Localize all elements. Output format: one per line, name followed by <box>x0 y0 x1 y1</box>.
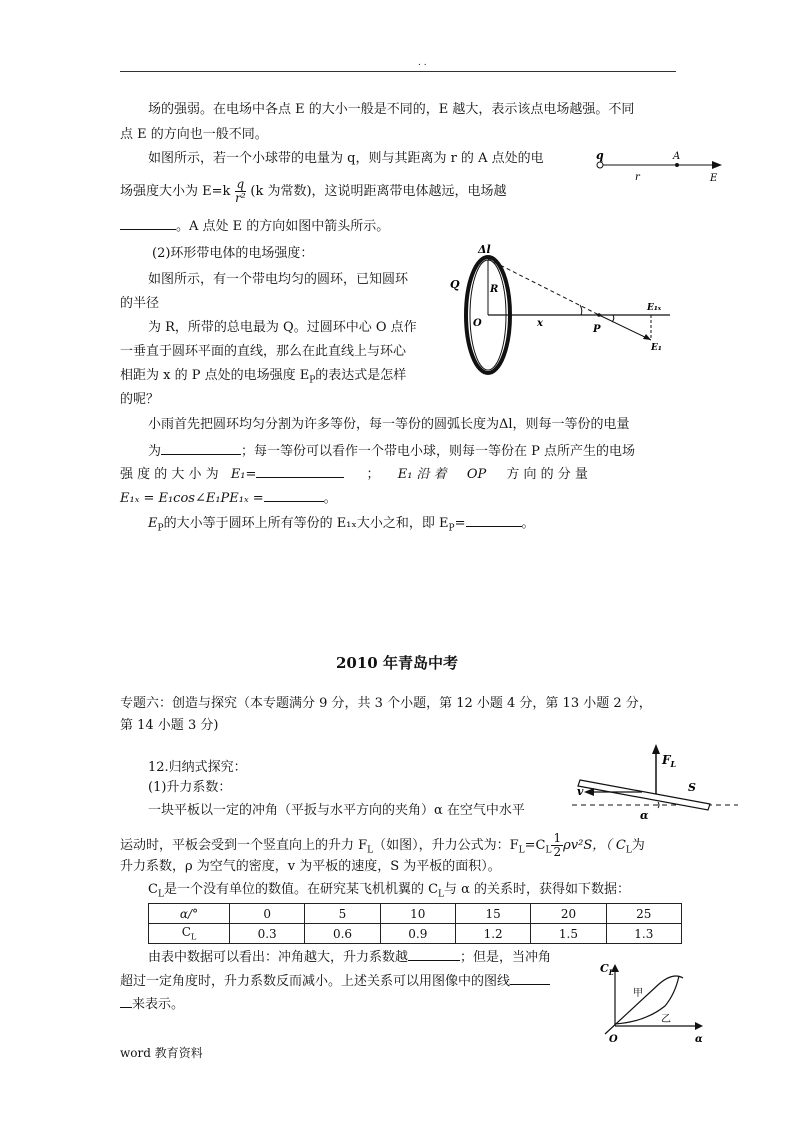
q12-text-4-sub2: L <box>438 889 445 900</box>
table-cell: 0.6 <box>305 924 380 944</box>
q12-text-2-d: ρv²S，（ C <box>563 838 626 853</box>
figure-lift-plate <box>572 742 738 834</box>
sec2-line-11 <box>148 512 535 539</box>
sec2-line-11-b: 的大小等于圆环上所有等份的 E₁ₓ大小之和，即 E <box>163 516 449 531</box>
table-cell: 0.3 <box>230 924 305 944</box>
sec2-line-4: 一垂直于圆环平面的直线，那么在此直线上与环心 <box>120 344 407 359</box>
q12-text-2-sub: L <box>367 845 374 856</box>
q12-text-4-c: 与 α 的关系时，获得如下数据： <box>444 882 631 897</box>
blank-field-EP[interactable] <box>466 512 522 527</box>
table-cell: 1.5 <box>531 924 606 944</box>
q12-text-3: 升力系数，ρ 为空气的密度，v 为平板的速度，S 为平板的面积）。 <box>120 859 501 874</box>
table-cell: 5 <box>305 904 380 924</box>
q12-text-2-b: （如图），升力公式为：F <box>373 838 519 853</box>
sec2-line-6: 的呢？ <box>120 392 160 407</box>
sec2-line-5-sub: P <box>309 375 316 386</box>
fig2-E1x-label: E₁ₓ <box>647 303 662 313</box>
q12-text-2-sub2: L <box>518 845 525 856</box>
sec2-line-8-a: 为 <box>148 444 162 459</box>
frac-num: q <box>236 177 245 191</box>
header-dots: . . <box>418 58 427 68</box>
q12-text-6 <box>120 970 550 992</box>
q12-text-2-e: 为 <box>631 838 645 853</box>
q12-text-2-sub4: L <box>625 845 632 856</box>
q12-text-4-sub: L <box>157 889 164 900</box>
fraction-one-half <box>551 832 563 859</box>
para-4-b: (k 为常数)，这说明距离带电体越远，电场越 <box>250 184 507 199</box>
table-cell: 25 <box>606 904 681 924</box>
table-row <box>149 904 682 924</box>
figure-cl-graph <box>595 958 707 1048</box>
q12-text-5-b: ；但是，当冲角 <box>460 950 552 965</box>
sec2-line-10-formula: E₁ₓ = E₁cos∠E₁PE₁ₓ = <box>120 491 264 506</box>
sec2-line-9-f: 方 向 的 分 量 <box>506 467 588 482</box>
fig2-dl-label: Δl <box>478 243 491 256</box>
exam-section-line-2: 第 14 小题 3 分) <box>120 718 219 733</box>
table-cell: 1.2 <box>455 924 530 944</box>
sec2-heading: (2)环形带电体的电场强度： <box>152 246 314 261</box>
table-cell: 20 <box>531 904 606 924</box>
q12-text-5-a: 由表中数据可以看出：冲角越大，升力系数越 <box>148 950 409 965</box>
sec2-line-11-sub: P <box>157 523 164 534</box>
fig1-q-label: q <box>596 149 604 162</box>
fig3-alpha-label: α <box>640 809 649 822</box>
sec2-line-11-sub2: P <box>448 523 455 534</box>
para-4-a: 场强度大小为 E=k <box>120 184 231 199</box>
blank-field-charge[interactable] <box>161 440 241 455</box>
fig4-yi-label: 乙 <box>661 1014 671 1025</box>
table-row <box>149 924 682 944</box>
sec2-line-3: 为 R，所带的总电最为 Q。过圆环中心 O 点作 <box>148 320 417 335</box>
lift-coefficient-table <box>148 903 682 944</box>
q12-text-4-b: 是一个没有单位的数值。在研究某飞机机翼的 C <box>163 882 439 897</box>
fig2-E1-label: E₁ <box>651 343 662 353</box>
blank-field-1[interactable] <box>120 215 176 230</box>
fig2-R-label: R <box>490 284 499 295</box>
blank-field-curve-cont[interactable] <box>120 993 132 1008</box>
fig1-r-label: r <box>635 172 640 183</box>
sec2-line-9-b: E₁= <box>230 467 257 482</box>
blank-field-curve[interactable] <box>510 970 550 985</box>
fig4-O-label: O <box>609 1034 618 1045</box>
header-rule <box>120 71 676 72</box>
table-cell: 0.9 <box>380 924 455 944</box>
fig2-O-label: O <box>473 318 482 329</box>
sec2-line-11-c: = <box>454 516 466 531</box>
figure-charged-ring <box>445 240 675 390</box>
table-cell: 1.3 <box>606 924 681 944</box>
q12-sub-heading: (1)升力系数： <box>148 780 232 795</box>
sec2-line-8 <box>148 440 635 462</box>
q12-text-2-sub3: L <box>545 845 552 856</box>
sec2-line-7: 小雨首先把圆环均匀分割为许多等份，每一等份的圆弧长度为Δl，则每一等份的电量 <box>148 417 630 432</box>
fig4-alpha-label: α <box>695 1034 703 1045</box>
q12-text-2-c: =C <box>524 838 546 853</box>
blank-field-cl[interactable] <box>408 946 460 961</box>
fig1-A-label: A <box>673 151 681 162</box>
sec2-line-5 <box>120 366 406 391</box>
para-5 <box>120 215 389 237</box>
para-5-text: 。A 点处 E 的方向如图中箭头所示。 <box>176 219 390 234</box>
para-3: 如图所示，若一个小球带的电量为 q，则与其距离为 r 的 A 点处的电 <box>148 151 544 166</box>
half-den: 2 <box>553 845 562 859</box>
frac-den: r² <box>235 191 246 205</box>
exam-title: 2010 年青岛中考 <box>336 654 458 672</box>
fig3-FL-label: $F_L$ <box>662 753 677 769</box>
sec2-line-9 <box>120 463 674 485</box>
exam-section-line-1: 专题六：创造与探究（本专题满分 9 分，共 3 个小题，第 12 小题 4 分，第 13 小题 2 分， <box>120 696 652 711</box>
fig4-jia-label: 甲 <box>633 988 643 999</box>
half-num: 1 <box>553 831 562 845</box>
sec2-line-5-a: 相距为 x 的 P 点处的电场强度 E <box>120 368 310 383</box>
fig2-Q-label: Q <box>450 278 460 291</box>
fig3-S-label: S <box>688 781 696 794</box>
para-4 <box>120 178 507 205</box>
sec2-line-5-b: 的表达式是怎样 <box>315 368 407 383</box>
fig2-x-label: x <box>537 318 543 329</box>
table-header-cl: $C_L$ <box>149 924 230 944</box>
fig1-E-label: E <box>710 173 718 184</box>
sec2-line-1: 如图所示，有一个带电均匀的圆环，已知圆环 <box>148 272 409 287</box>
fig3-v-label: v <box>577 785 584 798</box>
blank-field-E1[interactable] <box>256 463 344 478</box>
table-cell: 0 <box>230 904 305 924</box>
q12-text-6-a: 超过一定角度时，升力系数反而减小。上述关系可以用图像中的图线 <box>120 974 511 989</box>
fig4-CL-label: $C_L$ <box>600 962 614 977</box>
q12-text-5 <box>148 946 551 968</box>
sec2-line-11-end: 。 <box>521 516 535 531</box>
sec2-line-8-b: ；每一等份可以看作一个带电小球，则每一等份在 P 点所产生的电场 <box>241 444 636 459</box>
sec2-line-2: 的半径 <box>120 296 160 311</box>
para-2: 点 E 的方向也一般不同。 <box>120 127 268 142</box>
q12-text-2-a: 运动时，平板会受到一个竖直向上的升力 F <box>120 838 368 853</box>
q12-text-4 <box>148 880 630 905</box>
q12-text-4-a: C <box>148 882 158 897</box>
page-footer: word 教育资料 <box>120 1046 203 1060</box>
q12-heading: 12.归纳式探究： <box>148 760 247 775</box>
sec2-line-9-c: ； <box>366 467 380 482</box>
table-cell: 10 <box>380 904 455 924</box>
sec2-line-11-a: E <box>148 516 158 531</box>
q12-text-7-a: 来表示。 <box>132 997 185 1012</box>
sec2-line-9-d: E₁ 沿 着 <box>397 467 447 482</box>
sec2-line-9-e: OP <box>466 467 487 482</box>
para-1: 场的强弱。在电场中各点 E 的大小一般是不同的，E 越大，表示该点电场越强。不同 <box>148 102 635 117</box>
q12-text-1: 一块平板以一定的冲角（平扳与水平方向的夹角）α 在空气中水平 <box>148 803 525 818</box>
figure-point-charge <box>590 148 730 188</box>
q12-text-7 <box>120 993 184 1015</box>
sec2-line-10-end: 。 <box>323 491 337 506</box>
fraction-q-r2 <box>235 178 247 205</box>
blank-field-E1x[interactable] <box>264 487 324 502</box>
table-header-alpha: α/° <box>149 904 230 924</box>
sec2-line-10 <box>120 487 337 509</box>
sec2-line-9-a: 强 度 的 大 小 为 <box>120 467 219 482</box>
fig2-P-label: P <box>593 324 601 335</box>
table-cell: 15 <box>455 904 530 924</box>
